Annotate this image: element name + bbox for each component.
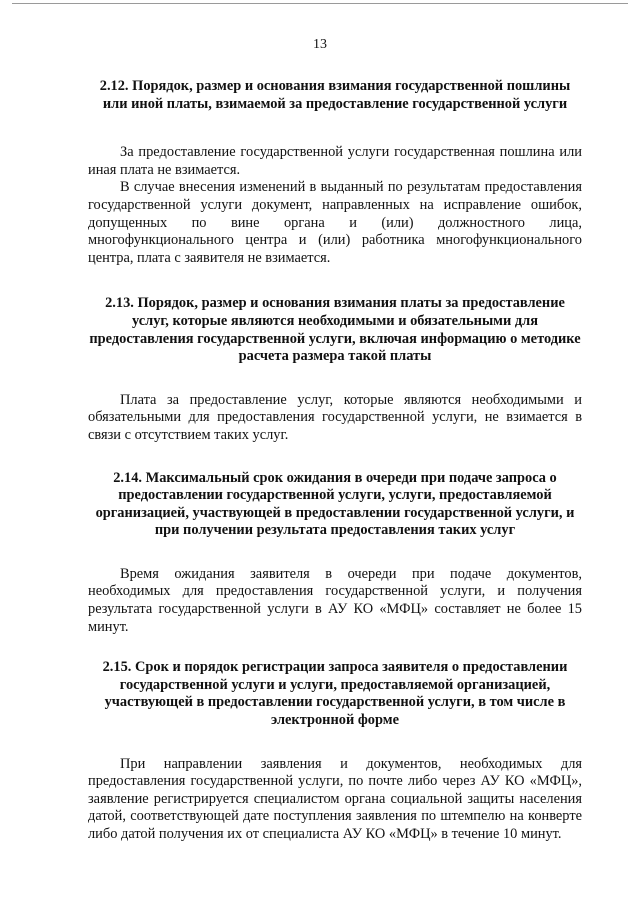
section-heading-2-13: 2.13. Порядок, размер и основания взимания платы за предоставление услуг, которые являются необходимыми и обязательными для предоставления государственной услуги, включая информацию о методике расчета размера такой платы	[89, 295, 581, 365]
section-2-15-paragraph-1: При направлении заявления и документов, необходимых для предоставления государственной услуги, по почте либо через АУ КО «МФЦ», заявление регистрируется специалистом органа социальной защиты населения датой, соответствующей дате поступления заявления по штемпелю на конверте либо датой получения их от специалиста АУ КО «МФЦ» в течение 10 минут.	[88, 755, 582, 842]
top-rule	[12, 3, 628, 4]
section-2-13-paragraph-1: Плата за предоставление услуг, которые являются необходимыми и обязательными для предоставления государственной услуги, не взимается в связи с отсутствием таких услуг.	[88, 391, 582, 443]
section-heading-2-12: 2.12. Порядок, размер и основания взимания государственной пошлины или иной платы, взимаемой за предоставление государственной услуги	[99, 78, 571, 112]
section-2-14-paragraph-1: Время ожидания заявителя в очереди при подаче документов, необходимых для предоставления государственной услуги, и получения результата государственной услуги в АУ КО «МФЦ» составляет не более 15 минут.	[88, 565, 582, 635]
document-body	[88, 78, 582, 844]
section-heading-2-15: 2.15. Срок и порядок регистрации запроса заявителя о предоставлении государственной услуги и услуги, предоставляемой организацией, участвующей в предоставлении государственной услуги, в том числе в электронной форме	[102, 659, 568, 729]
page-number: 13	[313, 37, 327, 52]
section-2-12-paragraph-2: В случае внесения изменений в выданный по результатам предоставления государственной услуги документ, направленных на исправление ошибок, допущенных по вине органа и (или) должностного лица, многофункционального центра и (или) работника многофункционального центра, плата с заявителя не взимается.	[88, 179, 582, 266]
section-heading-2-14: 2.14. Максимальный срок ожидания в очереди при подаче запроса о предоставлении государственной услуги, услуги, предоставляемой организацией, участвующей в предоставлении государственной услуги, и при получении результата предоставления таких услуг	[95, 469, 575, 539]
section-2-12-paragraph-1: За предоставление государственной услуги государственная пошлина или иная плата не взимается.	[88, 144, 582, 178]
